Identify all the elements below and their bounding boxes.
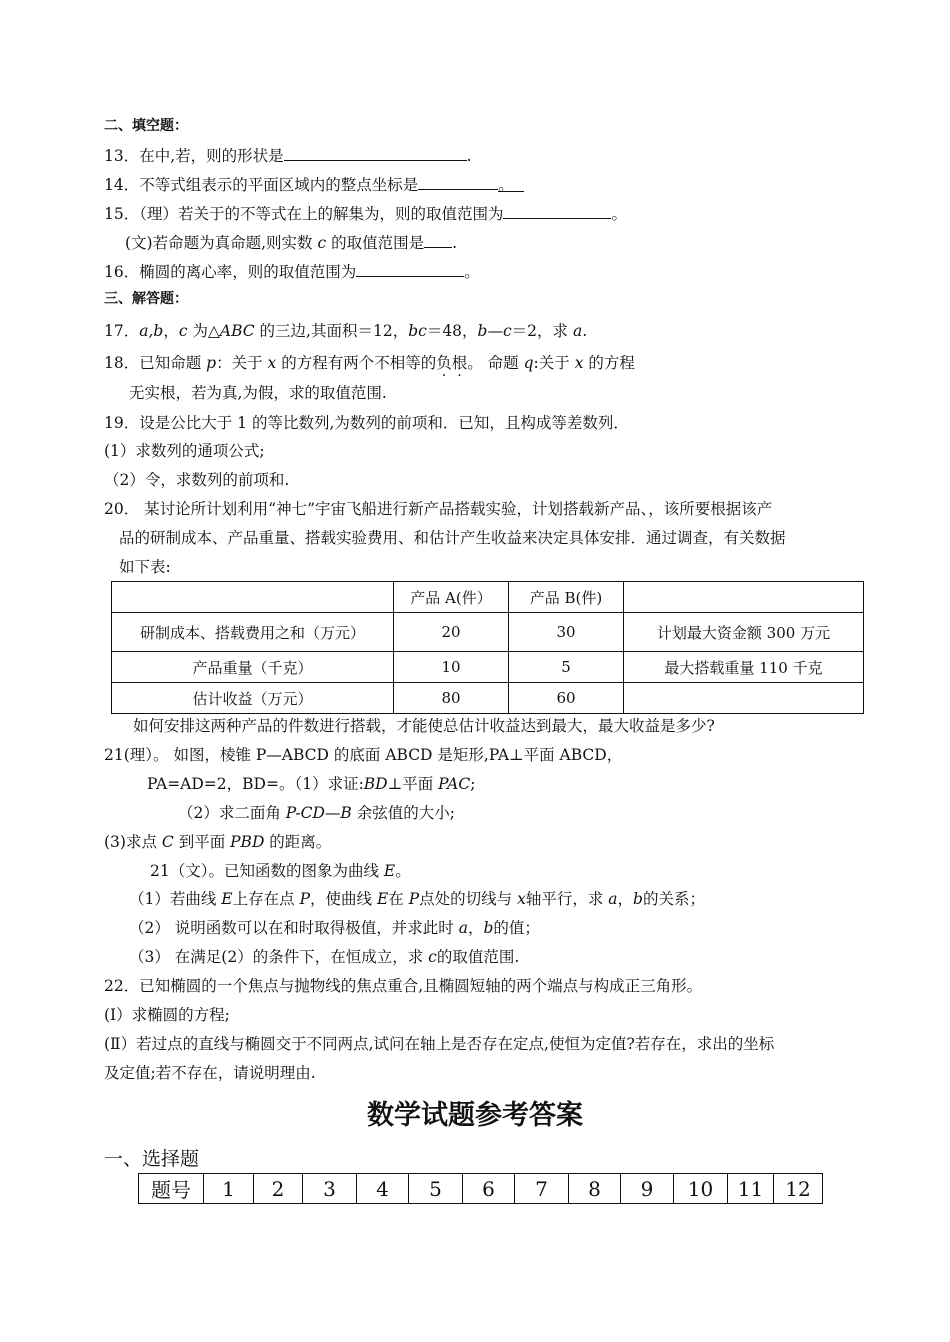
q21w-2d: P	[299, 890, 310, 908]
question-22-part2: (Ⅱ）若过点的直线与椭圆交于不同两点,试问在轴上是否存在定点,使恒为定值?若存在，求出的坐标	[104, 1035, 775, 1053]
question-20-line2: 品的研制成本、产品重量、搭载实验费用、和估计产生收益来决定具体安排．通过调查，有关数据	[119, 529, 786, 547]
q17-e: ABC	[219, 322, 255, 340]
question-20: 20． 某讨论所计划利用“神七”宇宙飞船进行新产品搭载实验，计划搭载新产品、，该所要根据该产	[104, 500, 773, 518]
table-row	[112, 652, 864, 683]
q17-m: a	[572, 322, 583, 340]
table-cell: 30	[509, 613, 624, 652]
q15w-blank	[424, 231, 452, 248]
q21w-2l: a	[608, 890, 618, 908]
answer-cell: 12	[774, 1174, 823, 1204]
q21w-2m: ，	[617, 890, 634, 908]
q17-l: ＝2，求	[511, 322, 573, 340]
answer-cell: 题号	[139, 1174, 204, 1204]
question-13	[104, 144, 472, 166]
q21w-2g: 在	[388, 890, 409, 908]
table-cell: 60	[509, 683, 624, 714]
q21w-2n: b	[633, 890, 643, 908]
q17-j: —	[487, 322, 503, 340]
q13-end: .	[466, 147, 472, 165]
table-cell: 计划最大资金额 300 万元	[624, 613, 864, 652]
q21l-2a: PA=AD=2，BD=。（1）求证:	[147, 775, 364, 793]
table-cell	[624, 683, 864, 714]
q21w-2b: E	[221, 890, 233, 908]
answer-cell: 3	[303, 1174, 357, 1204]
q18-f: 的方程	[583, 354, 635, 372]
question-21-li: 21(理）。 如图，棱锥 P—ABCD 的底面 ABCD 是矩形,PA⊥平面 ABCD，	[104, 746, 623, 764]
q21w-3c: ，	[467, 919, 484, 937]
q15-end: 。	[611, 205, 627, 223]
question-19: 19．设是公比大于 1 的等比数列,为数列的前项和．已知，且构成等差数列．	[104, 414, 629, 432]
question-20-ask: 如何安排这两种产品的件数进行搭载，才能使总估计收益达到最大，最大收益是多少?	[133, 717, 715, 735]
answer-cell: 4	[357, 1174, 409, 1204]
question-21-wen-part3	[129, 947, 519, 967]
q15w-end: .	[452, 234, 458, 252]
answer-cell: 2	[254, 1174, 303, 1204]
q21w-4c: 的取值范围.	[436, 948, 520, 966]
q17-f: 的三边,其面积＝12，	[254, 322, 409, 340]
table-cell: 产品重量（千克）	[112, 652, 394, 683]
q18-q: q	[523, 354, 534, 372]
question-21-li-line2	[147, 774, 475, 794]
question-14	[104, 173, 524, 195]
q18-b: ：关于	[216, 354, 268, 372]
question-15-wen	[125, 231, 457, 253]
table-cell: 研制成本、搭载费用之和（万元）	[112, 613, 394, 652]
table-cell: 估计收益（万元）	[112, 683, 394, 714]
answer-cell: 6	[463, 1174, 515, 1204]
question-21-wen-part1	[129, 889, 705, 909]
q17-b: ，	[163, 322, 179, 340]
question-21-li-line3	[178, 803, 455, 823]
q21w-2e: ，使曲线	[310, 890, 377, 908]
q21w-2k: 轴平行，求	[525, 890, 609, 908]
q18-emph-1: 负	[436, 354, 452, 372]
q21l-3b: P-CD	[285, 804, 325, 822]
q21w-2c: 上存在点	[232, 890, 300, 908]
q17-h: ＝48，	[426, 322, 478, 340]
q21l-3c: —	[324, 804, 341, 822]
q18-d: 。 命题	[467, 354, 524, 372]
q21l-4a: (3)求点	[104, 833, 162, 851]
q14-text: 14．不等式组表示的平面区域内的整点坐标是	[104, 176, 419, 194]
question-22-part2-cont: 及定值;若不存在，请说明理由.	[104, 1064, 316, 1082]
q21l-4e: 的距离。	[264, 833, 332, 851]
q21l-3e: 余弦值的大小;	[351, 804, 455, 822]
table-header-cell	[624, 582, 864, 613]
q18-p: p	[206, 354, 217, 372]
answer-table	[138, 1173, 823, 1204]
answer-cell: 8	[569, 1174, 621, 1204]
q13-text: 13．在中,若，则的形状是	[104, 147, 284, 165]
q17-n: .	[582, 322, 588, 340]
q17-i: b	[477, 322, 488, 340]
q17-d: 为△	[187, 322, 220, 340]
table-row	[112, 683, 864, 714]
answer-cell: 10	[674, 1174, 728, 1204]
product-table	[111, 581, 864, 714]
q17-num: 17．	[104, 322, 140, 340]
q21w-4a: （3） 在满足(2）的条件下，在恒成立，求	[129, 948, 429, 966]
question-19-part2: （2）令，求数列的前项和.	[104, 471, 290, 489]
q21w-2f: E	[376, 890, 389, 908]
answer-cell: 1	[204, 1174, 254, 1204]
question-21-li-line4	[104, 832, 331, 852]
q21w-3e: 的值；	[493, 919, 540, 937]
q21l-2d: PAC	[438, 775, 471, 793]
question-15	[104, 202, 627, 224]
question-21-wen-part2	[129, 918, 540, 938]
question-20-line3: 如下表:	[119, 558, 171, 576]
answer-title: 数学试题参考答案	[367, 1100, 583, 1131]
section2-heading: 二、填空题：	[104, 118, 188, 134]
q21w-1a: 21（文）。已知函数的图象为曲线	[150, 862, 384, 880]
question-18-line2: 无实根，若为真,为假，求的取值范围.	[129, 384, 387, 402]
answer-cell: 7	[515, 1174, 569, 1204]
q21w-3d: b	[483, 919, 494, 937]
q21w-2h: P	[408, 890, 420, 908]
q13-blank	[284, 144, 467, 161]
answer-header-row	[139, 1174, 823, 1204]
question-17	[104, 321, 587, 341]
q15w-text2: 的取值范围是	[326, 234, 425, 252]
q14-blank	[418, 173, 498, 190]
question-19-part1: (1）求数列的通项公式;	[104, 442, 265, 460]
q21w-2a: （1）若曲线	[129, 890, 222, 908]
q18-emph-2: 根	[451, 354, 468, 372]
q21w-1b: E	[383, 862, 396, 880]
table-cell: 10	[394, 652, 509, 683]
q15w-var: c	[317, 234, 327, 252]
q21l-2c: ⊥平面	[387, 775, 439, 793]
q18-c: 的方程有两个不相等的	[276, 354, 437, 372]
answer-cell: 5	[409, 1174, 463, 1204]
q18-e: :关于	[533, 354, 575, 372]
question-16	[104, 260, 480, 282]
q21l-4d: PBD	[230, 833, 265, 851]
q21w-3a: （2） 说明函数可以在和时取得极值，并求此时	[129, 919, 459, 937]
answer-cell: 11	[728, 1174, 774, 1204]
q21w-3b: a	[458, 919, 468, 937]
table-header-cell	[112, 582, 394, 613]
q17-k: c	[502, 322, 512, 340]
table-row	[112, 613, 864, 652]
table-header-row	[112, 582, 864, 613]
table-cell: 80	[394, 683, 509, 714]
q18-a: 18．已知命题	[104, 354, 207, 372]
q17-a: a,b	[139, 322, 164, 340]
q15-blank	[503, 202, 611, 219]
q21l-3a: （2）求二面角	[178, 804, 286, 822]
answer-cell: 9	[621, 1174, 674, 1204]
table-cell: 5	[509, 652, 624, 683]
q21l-3d: B	[340, 804, 352, 822]
q17-c: c	[178, 322, 188, 340]
question-18	[104, 353, 635, 373]
table-cell: 20	[394, 613, 509, 652]
question-22-part1: (Ⅰ）求椭圆的方程;	[104, 1006, 230, 1024]
q16-text: 16．椭圆的离心率，则的取值范围为	[104, 263, 357, 281]
q17-g: bc	[408, 322, 427, 340]
q21l-4c: 到平面	[173, 833, 231, 851]
q16-end: 。	[464, 263, 480, 281]
section3-heading: 三、解答题：	[104, 291, 188, 307]
q14-end: 。	[498, 175, 524, 192]
q18-x2: x	[574, 354, 584, 372]
q21w-4b: c	[428, 948, 437, 966]
q21l-4b: C	[161, 833, 174, 851]
q21l-2e: ;	[470, 775, 476, 793]
q16-blank	[356, 260, 464, 277]
q21l-2b: BD	[363, 775, 388, 793]
q15w-text: (文)若命题为真命题,则实数	[125, 234, 318, 252]
q21w-2o: 的关系；	[642, 890, 705, 908]
q18-x1: x	[267, 354, 277, 372]
answer-section1: 一、选择题	[104, 1148, 200, 1170]
q21w-2j: x	[517, 890, 526, 908]
q21w-1c: 。	[395, 862, 411, 880]
table-header-cell: 产品 B(件)	[509, 582, 624, 613]
question-21-wen	[150, 861, 411, 881]
q15-text: 15．（理）若关于的不等式在上的解集为，则的取值范围为	[104, 205, 504, 223]
question-22: 22．已知椭圆的一个焦点与抛物线的焦点重合,且椭圆短轴的两个端点与构成正三角形。	[104, 977, 703, 995]
q21w-2i: 点处的切线与	[419, 890, 518, 908]
table-cell: 最大搭载重量 110 千克	[624, 652, 864, 683]
table-header-cell: 产品 A(件）	[394, 582, 509, 613]
